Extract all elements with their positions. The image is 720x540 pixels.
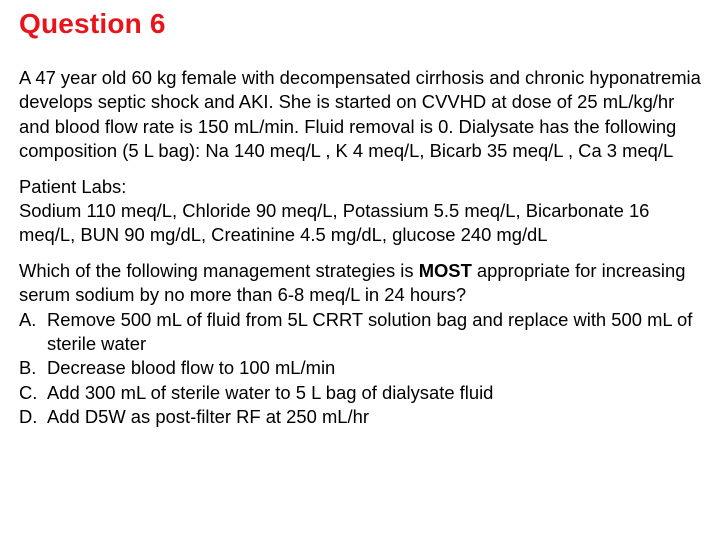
patient-labs <box>19 175 709 248</box>
question-emphasis: MOST <box>418 259 472 281</box>
question-body <box>19 66 709 430</box>
option-letter: C. <box>19 381 38 403</box>
labs-heading: Patient Labs: <box>19 175 127 197</box>
option-d <box>19 405 709 429</box>
option-c <box>19 381 709 405</box>
option-a <box>19 308 709 357</box>
option-text: Add 300 mL of sterile water to 5 L bag of dialysate fluid <box>47 381 494 403</box>
option-text: Add D5W as post-filter RF at 250 mL/hr <box>47 406 369 428</box>
question-prompt <box>19 259 709 308</box>
option-text: Remove 500 mL of fluid from 5L CRRT solution bag and replace with 500 mL of sterile water <box>47 308 693 355</box>
answer-options <box>19 308 709 430</box>
question-prompt-block <box>19 259 709 430</box>
option-letter: A. <box>19 308 37 330</box>
question-title: Question 6 <box>19 8 166 39</box>
question-prompt-before: Which of the following management strategies is <box>19 259 419 281</box>
option-text: Decrease blood flow to 100 mL/min <box>47 357 336 379</box>
case-stem: A 47 year old 60 kg female with decompensated cirrhosis and chronic hyponatremia develops septic shock and AKI. She is started on CVVHD at dose of 25 mL/kg/hr and blood flow rate is 150 mL/min. Fluid removal is 0. Dialysate has the following composition (5 L bag): Na 140 meq/L , K 4 meq/L, Bicarb 35 meq/L , Ca 3 meq/L <box>19 67 701 162</box>
question-prompt-after: appropriate for increasing serum sodium by no more than 6-8 meq/L in 24 hours? <box>19 259 686 306</box>
labs-values: Sodium 110 meq/L, Chloride 90 meq/L, Potassium 5.5 meq/L, Bicarbonate 16 meq/L, BUN 90 mg/dL, Creatinine 4.5 mg/dL, glucose 240 mg/dL <box>19 200 650 246</box>
option-b <box>19 356 709 380</box>
option-letter: B. <box>19 357 37 379</box>
option-letter: D. <box>19 406 38 428</box>
